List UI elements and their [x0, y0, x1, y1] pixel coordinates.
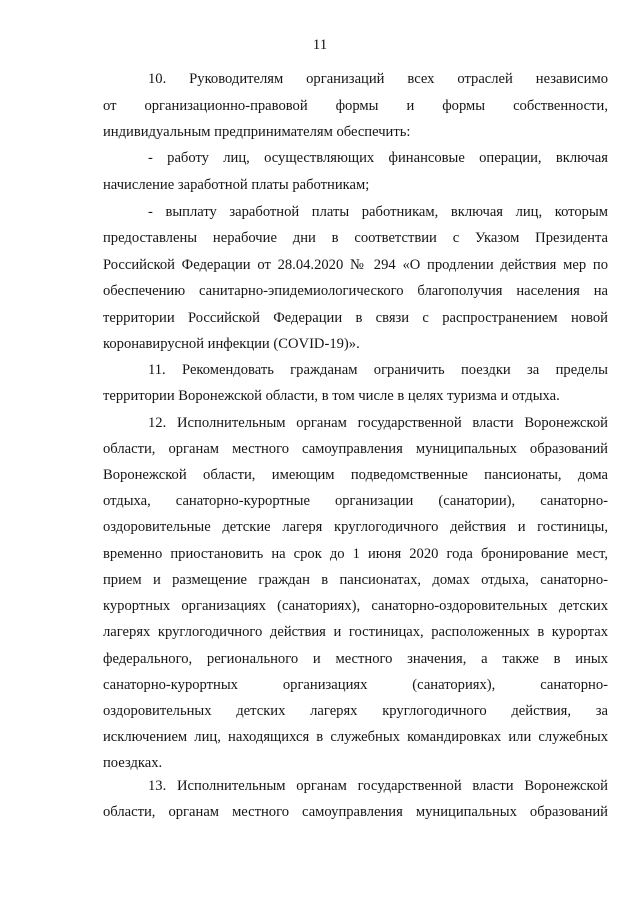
text-line: Российской Федерации от 28.04.2020 № 294 «О продлении действия мер по	[103, 257, 608, 273]
text-line: начисление заработной платы работникам;	[103, 177, 370, 193]
text-line: поездках.	[103, 755, 163, 771]
text-line: индивидуальным предпринимателям обеспечить:	[103, 124, 411, 140]
text-line: 10. Руководителям организаций всех отраслей независимо	[148, 71, 608, 87]
page-number: 11	[312, 37, 328, 53]
text-line: 12. Исполнительным органам государственной власти Воронежской	[148, 415, 608, 431]
text-line: от организационно-правовой формы и формы собственности,	[103, 98, 608, 114]
text-line: области, органам местного самоуправления муниципальных образований	[103, 441, 608, 457]
text-line: федерального, регионального и местного значения, а также в иных	[103, 651, 608, 667]
text-line: области, органам местного самоуправления муниципальных образований	[103, 804, 608, 820]
text-line: предоставлены нерабочие дни в соответствии с Указом Президента	[103, 230, 608, 246]
text-line: Воронежской области, имеющим подведомственные пансионаты, дома	[103, 467, 608, 483]
text-line: - работу лиц, осуществляющих финансовые операции, включая	[148, 150, 608, 166]
text-line: временно приостановить на срок до 1 июня 2020 года бронирование мест,	[103, 546, 608, 562]
text-line: санаторно-курортных организациях (санаториях), санаторно-	[103, 677, 608, 693]
text-line: отдыха, санаторно-курортные организации (санатории), санаторно-	[103, 493, 608, 509]
text-line: исключением лиц, находящихся в служебных командировках или служебных	[103, 729, 608, 745]
text-line: лагерях круглогодичного действия и гостиницах, расположенных в курортах	[103, 624, 608, 640]
text-line: прием и размещение граждан в пансионатах, домах отдыха, санаторно-	[103, 572, 608, 588]
text-line: - выплату заработной платы работникам, включая лиц, которым	[148, 204, 608, 220]
text-line: территории Российской Федерации в связи с распространением новой	[103, 310, 608, 326]
text-line: территории Воронежской области, в том числе в целях туризма и отдыха.	[103, 388, 560, 404]
text-line: 13. Исполнительным органам государственной власти Воронежской	[148, 778, 608, 794]
text-line: обеспечению санитарно-эпидемиологического благополучия населения на	[103, 283, 608, 299]
text-line: 11. Рекомендовать гражданам ограничить поездки за пределы	[148, 362, 608, 378]
text-line: оздоровительных детских лагерях круглогодичного действия, за	[103, 703, 608, 719]
text-line: курортных организациях (санаториях), санаторно-оздоровительных детских	[103, 598, 608, 614]
text-line: коронавирусной инфекции (COVID-19)».	[103, 336, 360, 352]
text-line: оздоровительные детские лагеря круглогодичного действия и гостиницы,	[103, 519, 608, 535]
